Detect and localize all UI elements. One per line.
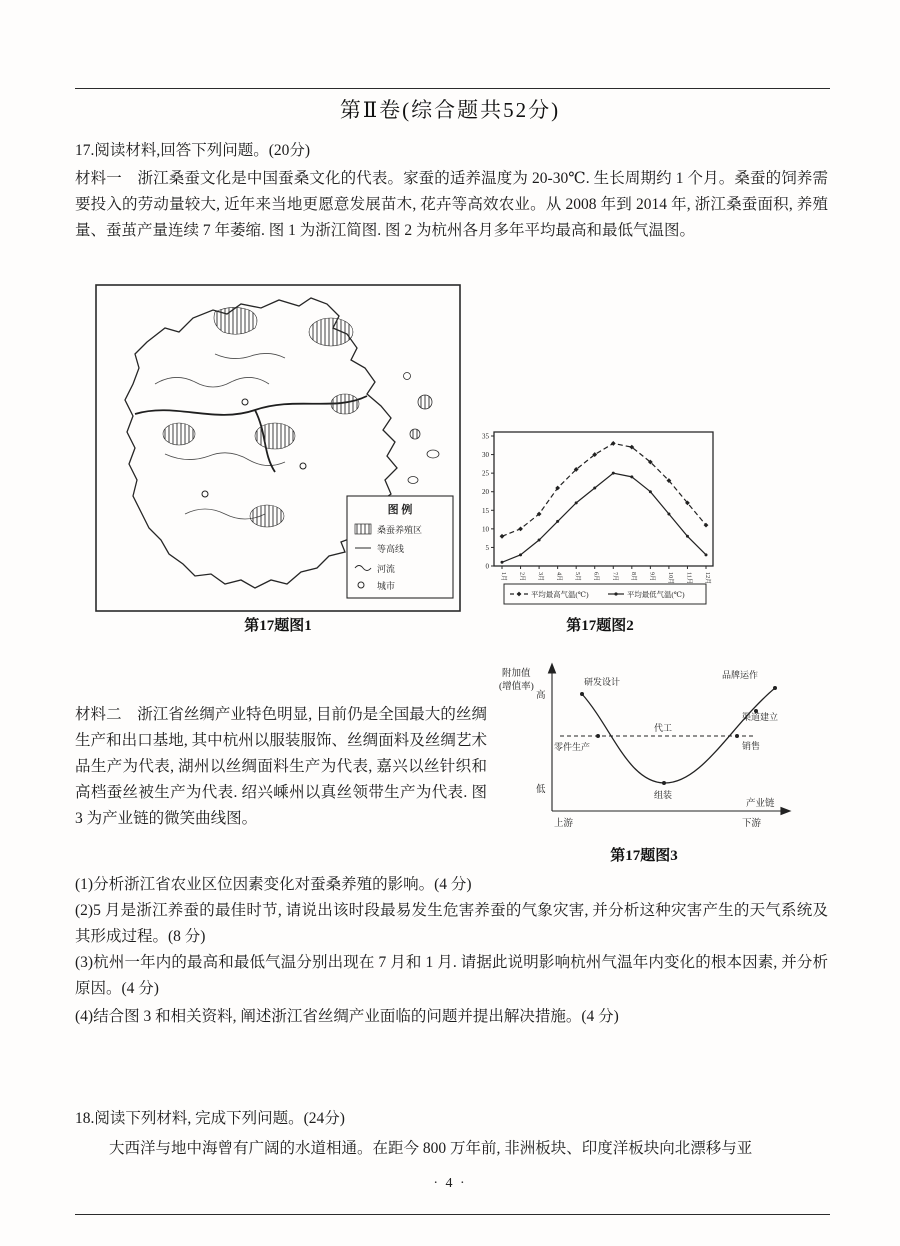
smile-sales-label: 销售 bbox=[742, 741, 761, 751]
question-18-material: 大西洋与地中海曾有广阔的水道相通。在距今 800 万年前, 非洲板块、印度洋板块向北漂移与亚 bbox=[109, 1140, 753, 1157]
question-17-1: (1)分析浙江省农业区位因素变化对蚕桑养殖的影响。(4 分) bbox=[75, 876, 472, 893]
question-18-stem: 18.阅读下列材料, 完成下列问题。(24分) bbox=[75, 1110, 345, 1127]
legend-item-contour: 等高线 bbox=[377, 544, 405, 554]
legend-item-silkworm: 桑蚕养殖区 bbox=[377, 525, 423, 535]
min-temp-marker bbox=[686, 535, 689, 538]
y-tick-label: 25 bbox=[482, 469, 489, 478]
top-rule bbox=[75, 88, 830, 89]
question-17-stem: 17.阅读材料,回答下列问题。(20分) bbox=[75, 142, 311, 159]
y-tick-label: 10 bbox=[482, 525, 489, 534]
month-label: 3月 bbox=[537, 572, 545, 582]
map-legend-title: 图 例 bbox=[387, 504, 413, 516]
material-2-text: 材料二 浙江省丝绸产业特色明显, 目前仍是全国最大的丝绸生产和出口基地, 其中杭州以服装服饰、丝绸面料及丝绸艺术品生产为代表, 湖州以丝绸面料生产为代表, 嘉兴以丝针织和高档蚕丝被生产为代表. 绍兴嵊州以真丝领带生产为代表. 图 3 为产业链的微笑曲线图。 bbox=[75, 706, 487, 827]
city-marks bbox=[202, 399, 306, 497]
month-label: 11月 bbox=[685, 572, 693, 585]
smile-curve-svg bbox=[494, 656, 794, 838]
legend-min-marker bbox=[614, 592, 617, 595]
min-temp-marker bbox=[649, 490, 652, 493]
legend-item-river: 河流 bbox=[377, 564, 396, 574]
month-label: 9月 bbox=[648, 572, 656, 582]
figure-3-smile-curve bbox=[494, 656, 794, 838]
question-17-3: (3)杭州一年内的最高和最低气温分别出现在 7 月和 1 月. 请据此说明影响杭州气温年内变化的根本因素, 并分析原因。(4 分) bbox=[75, 954, 828, 997]
month-label: 5月 bbox=[574, 572, 582, 582]
legend-min-label: 平均最低气温(℃) bbox=[627, 590, 685, 599]
smile-parts-label: 零件生产 bbox=[554, 742, 591, 752]
month-label: 10月 bbox=[666, 572, 674, 585]
min-temp-marker bbox=[593, 487, 596, 490]
y-tick-label: 35 bbox=[482, 432, 489, 441]
silkworm-areas bbox=[163, 307, 359, 527]
smile-brand-label: 品牌运作 bbox=[722, 670, 759, 680]
smile-assembly-label: 组装 bbox=[654, 790, 673, 800]
min-temp-marker bbox=[556, 520, 559, 523]
y-tick-label: 20 bbox=[482, 488, 489, 497]
temperature-chart-svg bbox=[466, 426, 734, 608]
legend-item-city: 城市 bbox=[377, 581, 396, 591]
month-label: 1月 bbox=[500, 572, 507, 582]
y-tick-label: 15 bbox=[482, 506, 489, 515]
smile-downstream-label: 下游 bbox=[742, 819, 762, 829]
page-number: · 4 · bbox=[433, 1176, 467, 1191]
min-temp-marker bbox=[519, 553, 522, 556]
y-tick-label: 0 bbox=[485, 562, 489, 571]
bottom-rule bbox=[75, 1214, 830, 1215]
y-tick-label: 5 bbox=[485, 543, 489, 552]
figure-3-caption: 第17题图3 bbox=[610, 848, 678, 864]
figure-1-caption: 第17题图1 bbox=[244, 618, 312, 634]
figure-2-chart bbox=[466, 426, 734, 608]
min-temp-marker bbox=[575, 501, 578, 504]
figure-1-map bbox=[95, 284, 461, 612]
map-legend bbox=[347, 496, 453, 598]
question-17-4: (4)结合图 3 和相关资料, 阐述浙江省丝绸产业面临的问题并提出解决措施。(4 分) bbox=[75, 1008, 619, 1025]
smile-low-label: 低 bbox=[536, 785, 546, 795]
y-tick-label: 30 bbox=[482, 451, 489, 460]
month-label: 6月 bbox=[592, 572, 600, 582]
min-temp-marker bbox=[501, 561, 504, 564]
smile-rd-label: 研发设计 bbox=[584, 677, 621, 687]
coastal-islands bbox=[404, 373, 440, 504]
min-temp-marker bbox=[538, 539, 541, 542]
page-title: 第Ⅱ卷(综合题共52分) bbox=[339, 98, 561, 122]
material-1-text: 材料一 浙江桑蚕文化是中国蚕桑文化的代表。家蚕的适养温度为 20-30℃. 生长周期约 1 个月。桑蚕的饲养需要投入的劳动量较大, 近年来当地更愿意发展苗木, 花卉等高效农业。从 2008 年到 2014 年, 浙江桑蚕面积, 养殖量、蚕茧产量连续 7 年萎缩. 图 1 为浙江简图. 图 2 为杭州各月多年平均最高和最低气温图。 bbox=[75, 170, 828, 239]
month-label: 7月 bbox=[611, 572, 619, 582]
figure-2-caption: 第17题图2 bbox=[566, 618, 634, 634]
month-label: 8月 bbox=[629, 572, 637, 582]
max-temp-marker bbox=[518, 526, 523, 531]
min-temp-marker bbox=[667, 513, 670, 516]
month-label: 2月 bbox=[518, 572, 526, 582]
zhejiang-map-svg bbox=[95, 284, 461, 612]
chart-frame bbox=[494, 432, 713, 566]
smile-upstream-label: 上游 bbox=[554, 819, 574, 829]
min-temp-marker bbox=[705, 553, 708, 556]
series-min-temp bbox=[502, 473, 706, 562]
smile-ylabel-2: (增值率) bbox=[499, 682, 534, 692]
max-temp-marker bbox=[704, 523, 709, 528]
min-temp-marker bbox=[612, 472, 615, 475]
smile-high-label: 高 bbox=[536, 691, 546, 701]
smile-oem-label: 代工 bbox=[654, 723, 673, 733]
month-label: 4月 bbox=[555, 572, 563, 582]
smile-ylabel-1: 附加值 bbox=[502, 669, 531, 679]
legend-max-marker bbox=[517, 592, 522, 597]
smile-xlabel: 产业链 bbox=[746, 799, 775, 809]
question-17-2: (2)5 月是浙江养蚕的最佳时节, 请说出该时段最易发生危害养蚕的气象灾害, 并分析这种灾害产生的天气系统及其形成过程。(8 分) bbox=[75, 902, 828, 945]
max-temp-marker bbox=[500, 534, 505, 539]
legend-max-label: 平均最高气温(℃) bbox=[531, 590, 589, 599]
month-label: 12月 bbox=[704, 572, 711, 585]
min-temp-marker bbox=[630, 475, 633, 478]
smile-channel-label: 渠道建立 bbox=[742, 712, 779, 722]
